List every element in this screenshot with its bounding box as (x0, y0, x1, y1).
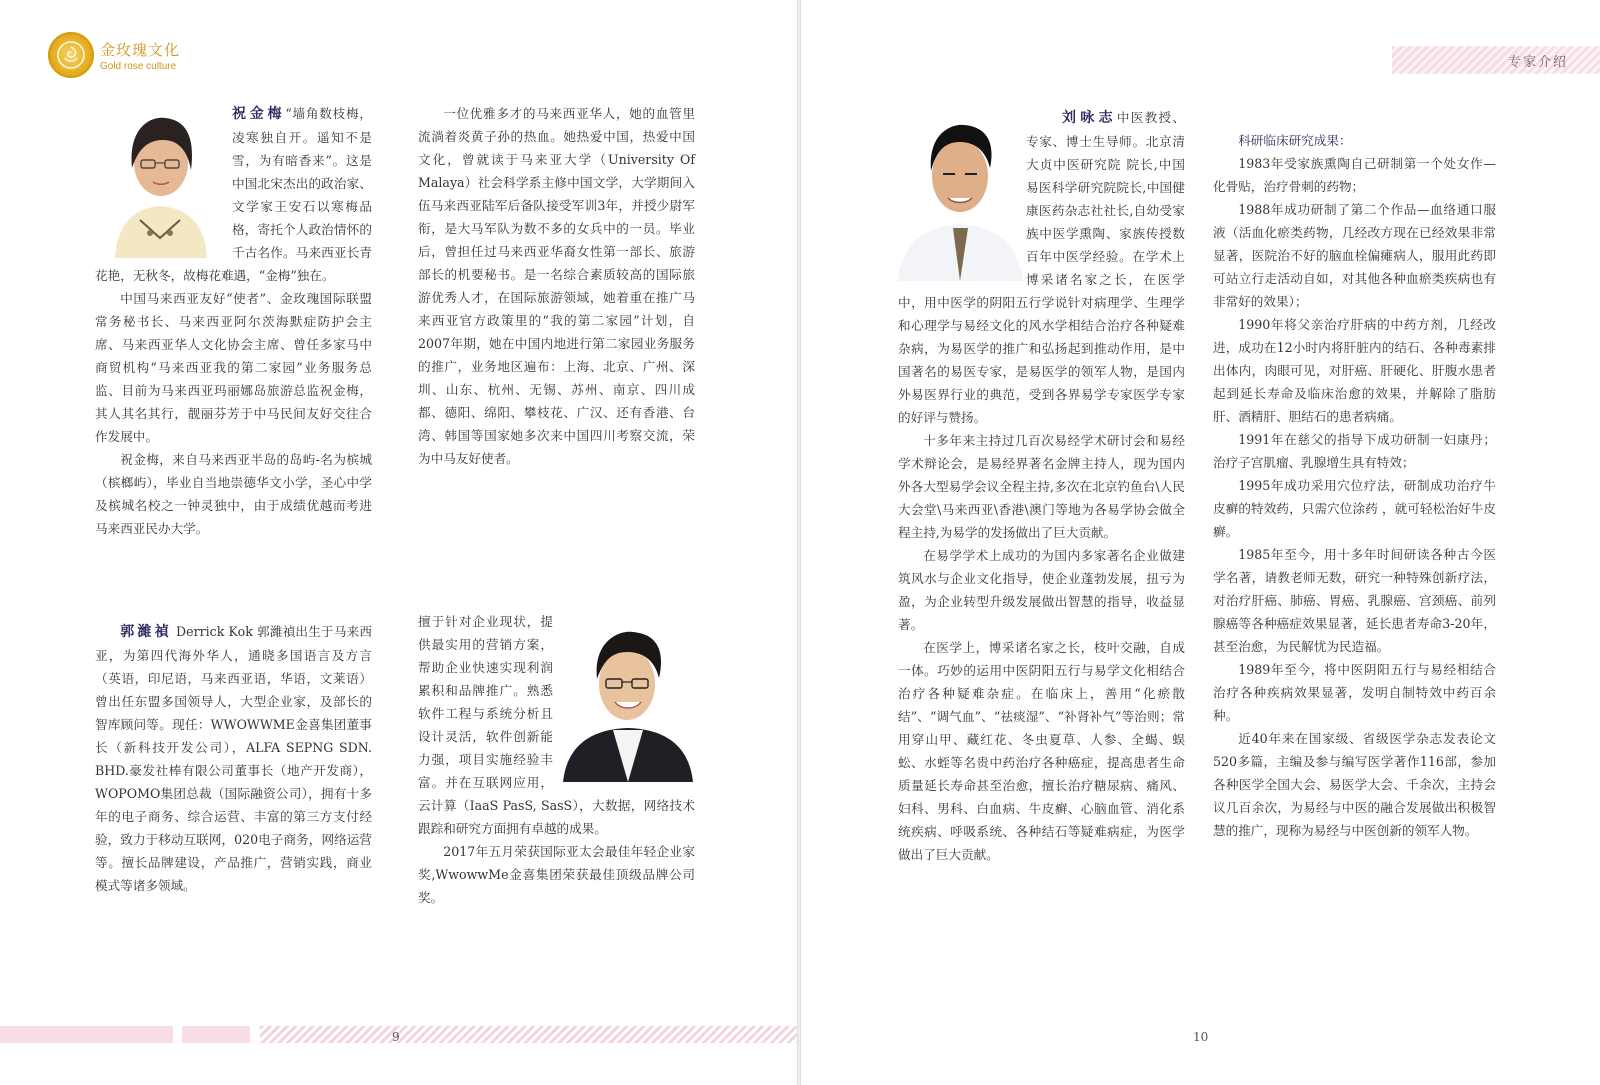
derrick-kok-bio-continued (418, 610, 695, 909)
footer-bar-solid-short (182, 1026, 250, 1043)
zhu-jinmei-bio-continued (418, 102, 695, 470)
zhu-jinmei-paragraph-1: “墙角数枝梅，凌寒独自开。遥知不是雪，为有暗香来”。这是中国北宋杰出的政治家、文学家王安石以寒梅品格，寄托个人政治情怀的千古名作。马来西亚长青花艳，无秋冬，故梅花难遇，“金梅”独在。 (95, 106, 372, 283)
liu-yongzhi-paragraph-2: 十多年来主持过几百次易经学术研讨会和易经学术辩论会，是易经界著名金牌主持人，现为国内外各大型易学会议全程主持,多次在北京钓鱼台\人民大会堂\马来西亚\香港\澳门等地为各易学协会做全程主持,为易学的发扬做出了巨大贡献。 (898, 433, 1185, 540)
footer-bar-striped (260, 1026, 797, 1043)
zhu-jinmei-paragraph-4: 一位优雅多才的马来西亚华人，她的血管里流淌着炎黄子孙的热血。她热爱中国，热爱中国文化，曾就读于马来亚大学（University Of Malaya）社会科学系主修中国文学，大学期间入伍马来西亚陆军后备队接受军训3年，并授少尉军衔，是大马军队为数不多的女兵中的一员。毕业后，曾担任过马来西亚华裔女性第一部长、旅游部长的机要秘书。是一名综合素质较高的国际旅游优秀人才，在国际旅游领域，她着重在推广马来西亚官方政策里的“我的第二家园”计划，自2007年期，她在中国内地进行第二家园业务服务的推广，业务地区遍布：上海、北京、广州、深圳、山东、杭州、无锡、苏州、南京、四川成都、德阳、绵阳、攀枝花、广汉、还有香港、台湾、韩国等国家她多次来中国四川考察交流，荣为中马友好使者。 (418, 106, 695, 466)
section-tag (1392, 46, 1600, 74)
research-results (1213, 106, 1496, 842)
research-item: 近40年来在国家级、省级医学杂志发表论文520多篇，主编及参与编写医学著作116部，参加各种医学全国大会、易医学大会、千余次，主持会议几百余次，为易经与中医的融合发展做出积极智慧的推广，现称为易经与中医创新的领军人物。 (1213, 731, 1496, 838)
logo-english-name: Gold rose culture (100, 60, 177, 72)
zhu-jinmei-bio (95, 102, 372, 540)
right-page (801, 0, 1600, 1085)
research-item: 1985年至今，用十多年时间研读各种古今医学名著，请教老师无数，研究一种特殊创新疗法，对治疗肝癌、肺癌、胃癌、乳腺癌、宫颈癌、前列腺癌等各种癌症效果显著，延长患者寿命3-20年，甚至治愈，为民解忧为民造福。 (1213, 547, 1496, 654)
left-page (0, 0, 797, 1085)
page-number-left: 9 (392, 1030, 400, 1044)
liu-yongzhi-name: 刘咏志 (1062, 110, 1117, 126)
brand-logo (48, 32, 180, 78)
derrick-kok-paragraph-3: 2017年五月荣获国际亚太会最佳年轻企业家奖,WwowwMe金喜集团荣获最佳顶级品牌公司奖。 (418, 844, 695, 905)
zhu-jinmei-paragraph-3: 祝金梅，来自马来西亚半岛的岛屿-名为槟城（槟榔屿），毕业自当地崇德华文小学，圣心中学及槟城名校之一钟灵独中，由于成绩优越而考进马来西亚民办大学。 (95, 452, 372, 536)
research-item: 1990年将父亲治疗肝病的中药方剂，几经改进，成功在12小时内将肝脏内的结石、各种毒素排出体内，肉眼可见，对肝癌、肝硬化、肝腹水患者起到延长寿命及临床治愈的效果，并解除了脂肪肝、酒精肝、胆结石的患者病痛。 (1213, 317, 1496, 424)
liu-yongzhi-paragraph-4: 在医学上，博采诸名家之长，枝叶交融，自成一体。巧妙的运用中医阴阳五行与易学文化相结合治疗各种疑难杂症。在临床上，善用“化瘀散结”、“调气血”、“祛痰湿”、“补肾补气”等治则；常用穿山甲、藏红花、冬虫夏草、人参、全蝎、蜈蚣、水蛭等名贵中药治疗各种癌症，提高患者生命质量延长寿命甚至治愈，擅长治疗糖尿病、痛风、妇科、男科、白血病、牛皮癣、心脑血管、消化系统疾病、呼吸系统、各种结石等疑难病症，为医学做出了巨大贡献。 (898, 640, 1185, 862)
research-item: 1988年成功研制了第二个作品—血络通口服液（活血化瘀类药物，几经改方现在已经效果非常显著，医院治不好的脑血栓偏瘫病人，服用此药即可站立行走活动自如，对其他各种血瘀类疾病也有非常好的效果）； (1213, 202, 1496, 309)
liu-yongzhi-bio (898, 106, 1185, 866)
liu-yongzhi-paragraph-3: 在易学学术上成功的为国内多家著名企业做建筑风水与企业文化指导，使企业蓬勃发展，扭亏为盈，为企业转型升级发展做出智慧的指导，收益显著。 (898, 548, 1185, 632)
derrick-kok-name: 郭濰禎 (120, 624, 172, 640)
section-tag-label: 专家介绍 (1507, 54, 1568, 70)
research-item: 1991年在慈父的指导下成功研制一妇康丹；治疗子宫肌瘤、乳腺增生具有特效； (1213, 432, 1496, 470)
research-item: 1995年成功采用穴位疗法，研制成功治疗牛皮癣的特效药，只需穴位涂药 ，就可轻松治好牛皮癣。 (1213, 478, 1496, 539)
zhu-jinmei-name: 祝金梅 (232, 106, 286, 122)
research-title: 科研临床研究成果： (1238, 133, 1352, 148)
logo-chinese-name: 金玫瑰文化 (100, 40, 181, 59)
liu-yongzhi-paragraph-1: 中医教授、专家、博士生导师。北京清大贞中医研究院 院长,中国易医科学研究院院长,中国健康医药杂志社社长,自幼受家族中医学熏陶、家族传授数百年中医学经验。在学术上博采诸名家之长，在医学中，用中医学的阴阳五行学说针对病理学、生理学和心理学与易经文化的风水学相结合治疗各种疑难杂病，为易医学的推广和弘扬起到推动作用，是中国著名的易医专家，是易医学的领军人物，是国内外易医界行业的典范，受到各界易学专家医学专家的好评与赞扬。 (898, 110, 1186, 425)
page-number-right: 10 (1193, 1030, 1209, 1044)
derrick-kok-paragraph-1: Derrick Kok 郭濰禎出生于马来西亚，为第四代海外华人，通晓多国语言及方言（英语，印尼语，马来西亚语，华语，文莱语）曾出任东盟多国领导人，大型企业家，及部长的智库顾问等。现任：WWOWWME金喜集团董事长（新科技开发公司），ALFA SEPNG SDN. BHD.豪发社棒有限公司董事长（地产开发商），WOPOMO集团总裁（国际融资公司），拥有十多年的电子商务、综合运营、丰富的第三方支付经验，致力于移动互联网，020电子商务，网络运营等。擅长品牌建设，产品推广，营销实践，商业模式等诸多领域。 (95, 624, 373, 893)
research-item: 1989年至今，将中医阴阳五行与易经相结合治疗各种疾病效果显著，发明自制特效中药百余种。 (1213, 662, 1496, 723)
zhu-jinmei-paragraph-2: 中国马来西亚友好“使者”、金玫瑰国际联盟常务秘书长、马来西亚阿尔茨海默症防护会主席、马来西亚华人文化协会主席、曾任多家马中商贸机构“马来西亚我的第二家园”业务服务总监、目前为马来西亚玛丽娜岛旅游总监祝金梅，其人其名其行，靓丽芬芳于中马民间友好交往合作发展中。 (95, 291, 372, 444)
research-item: 1983年受家族熏陶自己研制第一个处女作—化骨贴，治疗骨刺的药物； (1213, 156, 1496, 194)
derrick-kok-paragraph-2: 擅于针对企业现状，提供最实用的营销方案，帮助企业快速实现利润累积和品牌推广。熟悉软件工程与系统分析且设计灵活，软件创新能力强，项目实施经验丰富。并在互联网应用，云计算（IaaS PasS, SasS），大数据，网络技术跟踪和研究方面拥有卓越的成果。 (418, 614, 695, 836)
footer-bar-solid (0, 1026, 173, 1043)
derrick-kok-bio (95, 620, 372, 897)
rose-emblem-icon (48, 32, 94, 78)
